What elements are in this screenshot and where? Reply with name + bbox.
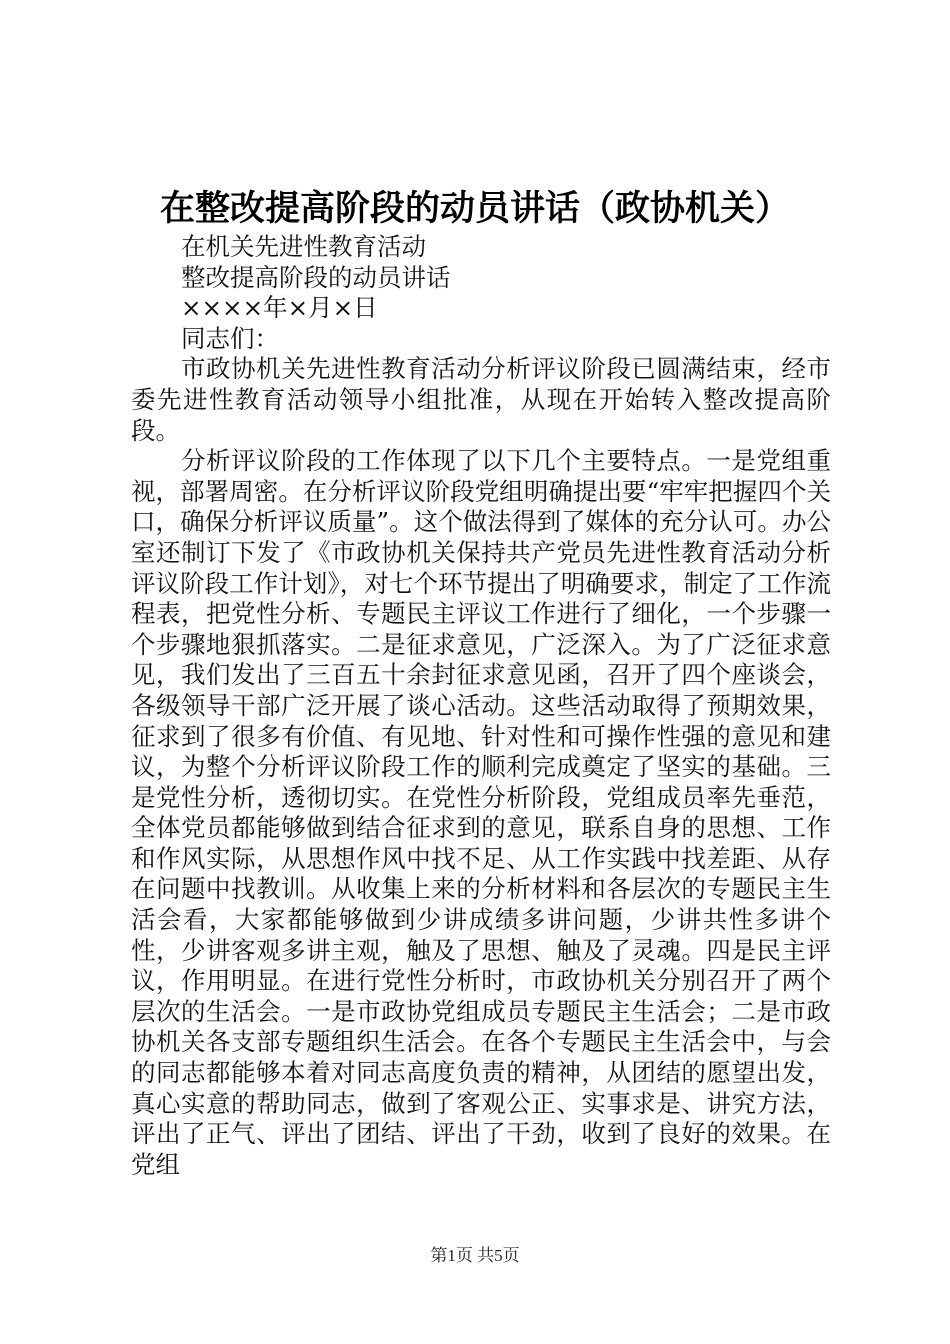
paragraph-1: 市政协机关先进性教育活动分析评议阶段已圆满结束，经市委先进性教育活动领导小组批准，从现在开始转入整改提高阶段。: [131, 354, 831, 445]
document-title: 在整改提高阶段的动员讲话（政协机关）: [159, 188, 790, 229]
page-footer: 第1页 共5页: [430, 1246, 520, 1265]
date-line: ××××年×月×日: [181, 293, 378, 323]
paragraph-2: 分析评议阶段的工作体现了以下几个主要特点。一是党组重视，部署周密。在分析评议阶段党组明确提出要“牢牢把握四个关口，确保分析评议质量”。这个做法得到了媒体的充分认可。办公室还制订下发了《市政协机关保持共产党员先进性教育活动分析评议阶段工作计划》，对七个环节提出了明确要求，制定了工作流程表，把党性分析、专题民主评议工作进行了细化，一个步骤一个步骤地狠抓落实。二是征求意见，广泛深入。为了广泛征求意见，我们发出了三百五十余封征求意见函，召开了四个座谈会，各级领导干部广泛开展了谈心活动。这些活动取得了预期效果，征求到了很多有价值、有见地、针对性和可操作性强的意见和建议，为整个分析评议阶段工作的顺利完成奠定了坚实的基础。三是党性分析，透彻切实。在党性分析阶段，党组成员率先垂范，全体党员都能够做到结合征求到的意见，联系自身的思想、工作和作风实际，从思想作风中找不足、从工作实践中找差距、从存在问题中找教训。从收集上来的分析材料和各层次的专题民主生活会看，大家都能够做到少讲成绩多讲问题，少讲共性多讲个性，少讲客观多讲主观，触及了思想、触及了灵魂。四是民主评议，作用明显。在进行党性分析时，市政协机关分别召开了两个层次的生活会。一是市政协党组成员专题民主生活会；二是市政协机关各支部专题组织生活会。在各个专题民主生活会中，与会的同志都能够本着对同志高度负责的精神，从团结的愿望出发，真心实意的帮助同志，做到了客观公正、实事求是、讲究方法，评出了正气、评出了团结、评出了干劲，收到了良好的效果。在党组: [131, 446, 831, 1179]
subtitle-line-1: 在机关先进性教育活动: [181, 232, 426, 261]
document-body: [131, 232, 831, 1180]
subtitle-line-2: 整改提高阶段的动员讲话: [181, 262, 451, 292]
salutation: 同志们：: [181, 323, 279, 353]
